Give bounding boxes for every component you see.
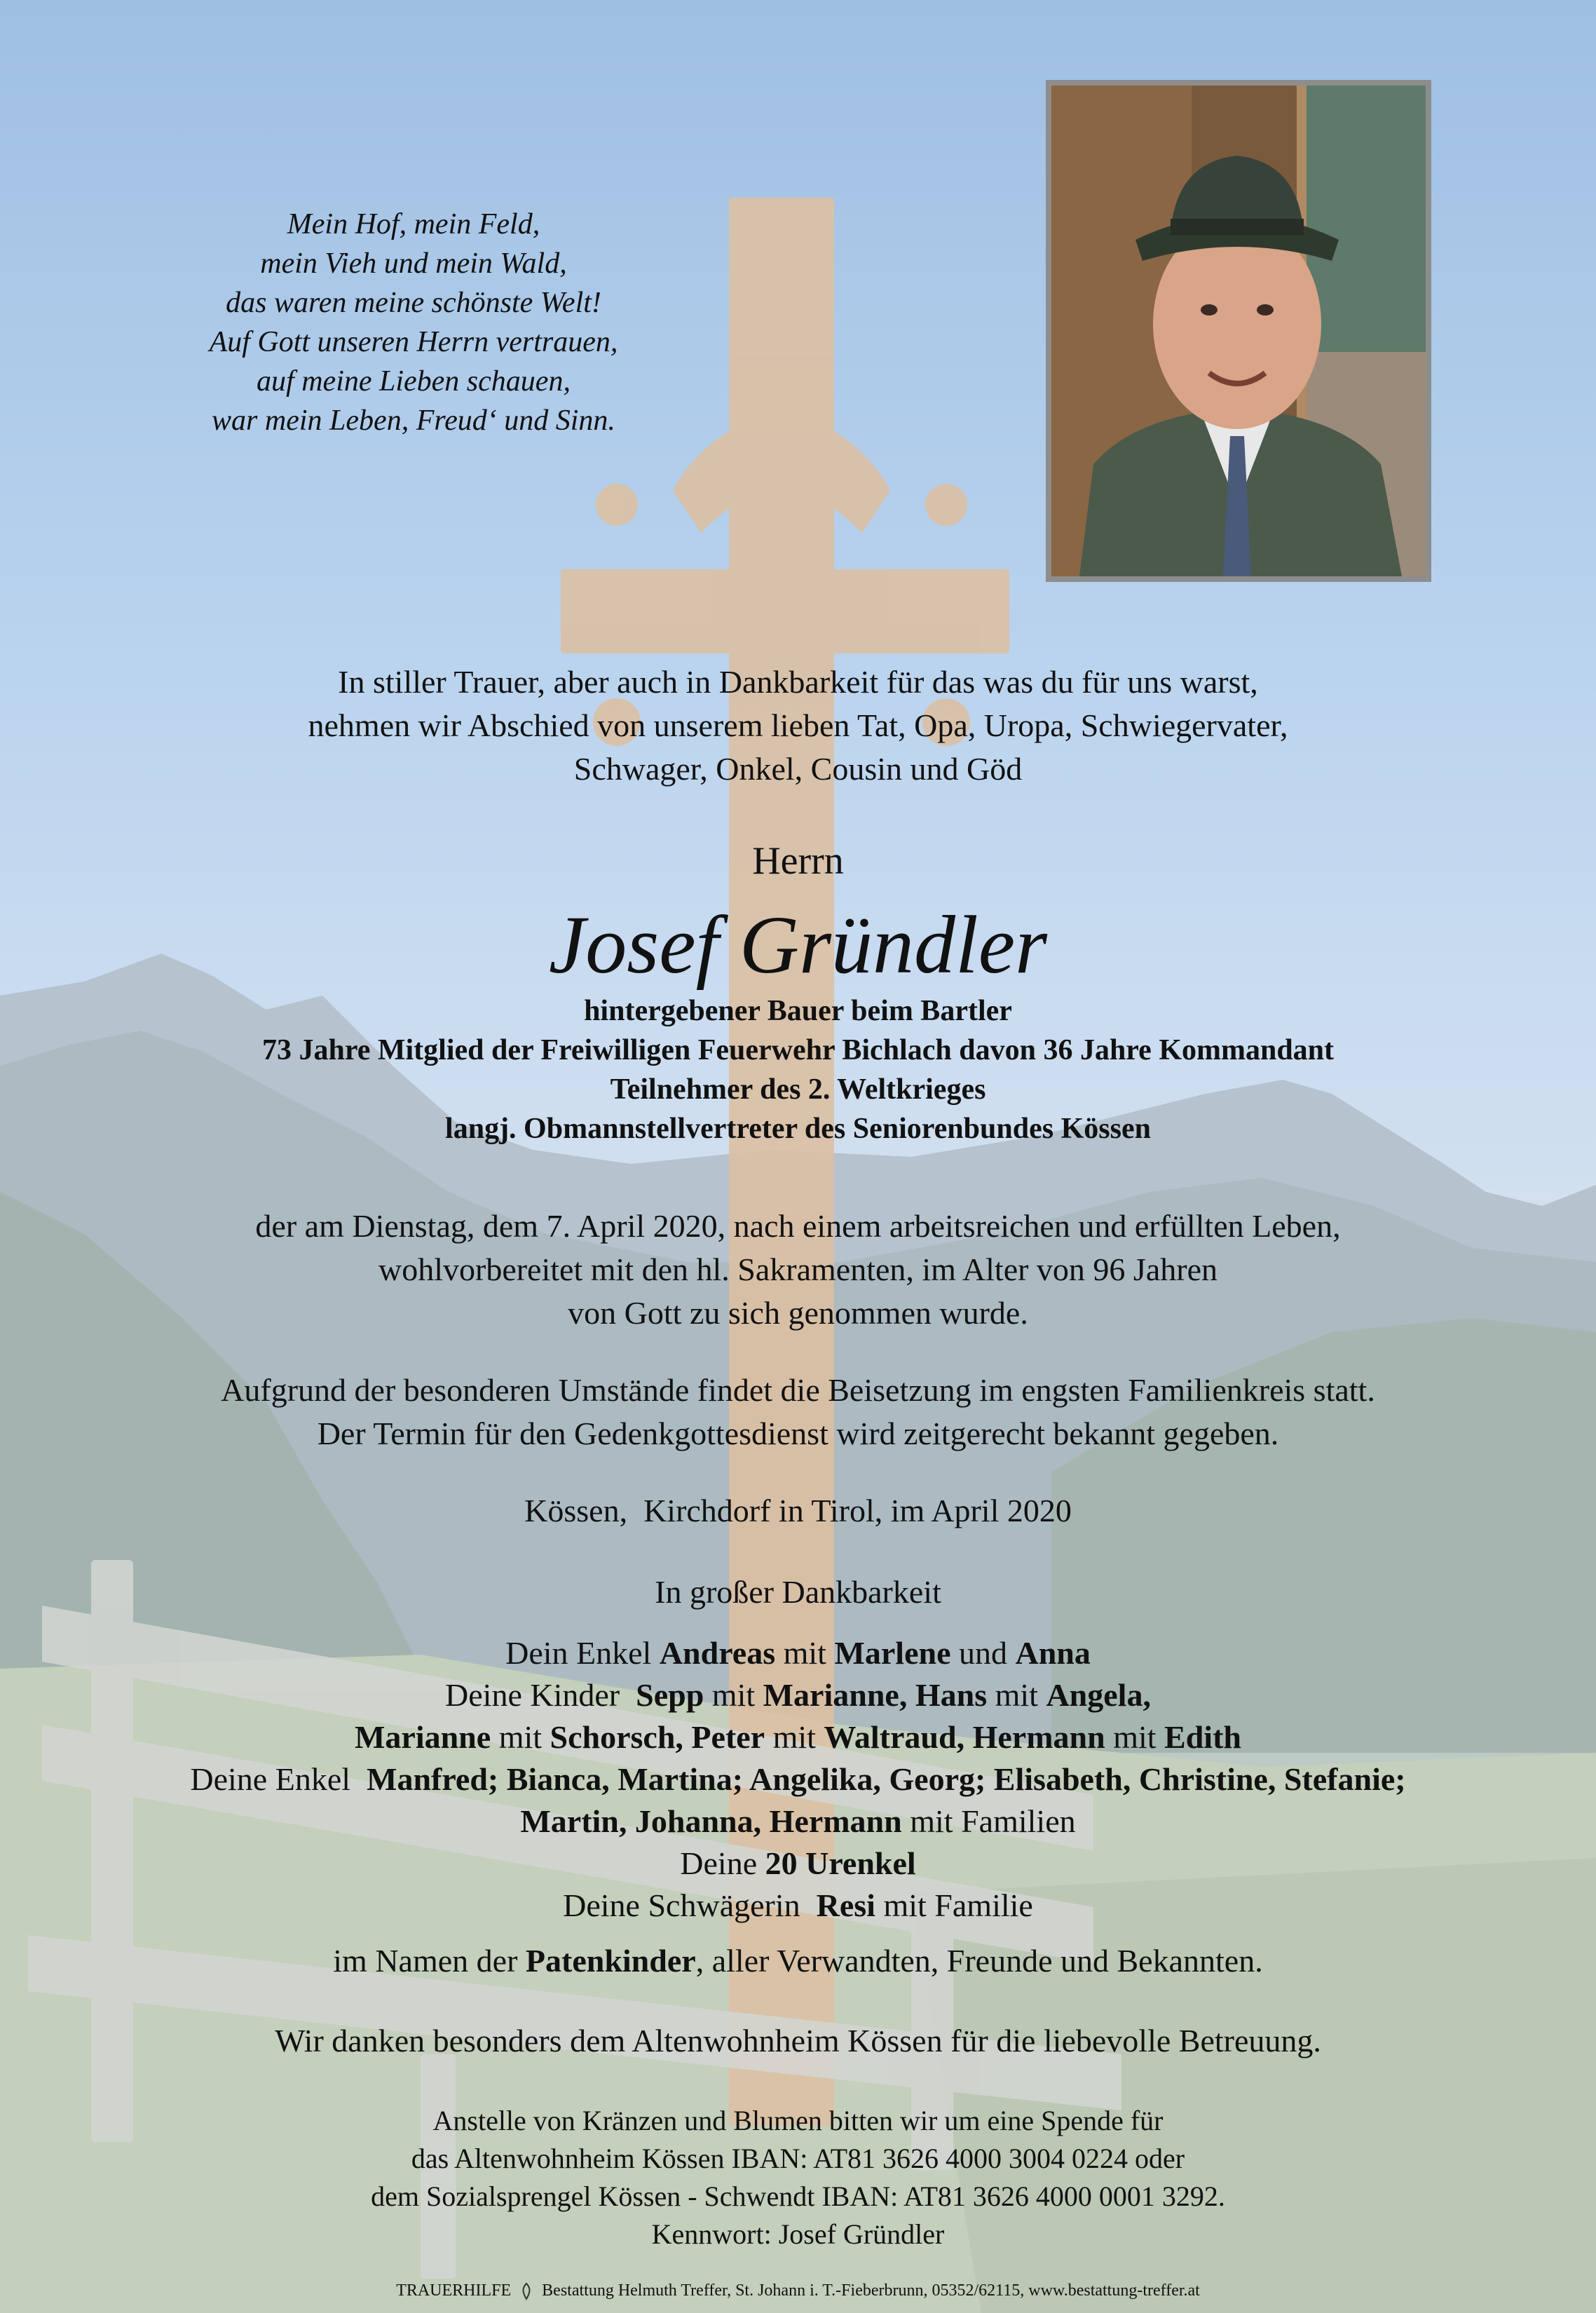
footer-brand: TRAUERHILFE: [396, 2281, 512, 2300]
funeral-home-logo-icon: [519, 2282, 533, 2300]
family-line: [0, 1674, 1596, 1716]
family-line: [0, 1632, 1596, 1674]
family-text: mit Familie: [875, 1887, 1033, 1923]
portrait-photo-frame: [1046, 80, 1431, 582]
donation-line: Anstelle von Kränzen und Blumen bitten wir um eine Spende für: [432, 2105, 1164, 2136]
family-text: Deine Enkel: [190, 1761, 367, 1797]
special-thanks: Wir danken besonders dem Altenwohnheim Kössen für die liebevolle Betreuung.: [275, 2023, 1321, 2058]
family-text: Deine: [680, 1845, 765, 1881]
family-text: mit Familien: [901, 1803, 1076, 1839]
on-behalf-name: Patenkinder: [525, 1943, 696, 1979]
on-behalf-text: , aller Verwandten, Freunde und Bekannten.: [695, 1943, 1263, 1979]
poem-line: war mein Leben, Freud‘ und Sinn.: [212, 405, 615, 437]
title-line: hintergebener Bauer beim Bartler: [584, 995, 1012, 1027]
poem-line: auf meine Lieben schauen,: [257, 365, 571, 398]
donation-line: das Altenwohnheim Kössen IBAN: AT81 3626 4000 3004 0224 oder: [411, 2143, 1185, 2174]
burial-line: Aufgrund der besonderen Umstände findet die Beisetzung im engsten Familienkreis statt.: [221, 1372, 1375, 1408]
family-name: Martin, Johanna, Hermann: [520, 1803, 902, 1839]
death-line: wohlvorbereitet mit den hl. Sakramenten, im Alter von 96 Jahren: [378, 1252, 1218, 1287]
family-name: Edith: [1164, 1719, 1241, 1755]
family-name: 20 Urenkel: [765, 1845, 916, 1881]
death-line: von Gott zu sich genommen wurde.: [568, 1295, 1028, 1331]
family-text: mit: [704, 1677, 763, 1713]
death-line: der am Dienstag, dem 7. April 2020, nach einem arbeitsreichen und erfüllten Leben,: [255, 1208, 1341, 1244]
family-line: [0, 1716, 1596, 1758]
family-list: [0, 1632, 1596, 1927]
poem-line: das waren meine schönste Welt!: [226, 287, 601, 319]
deceased-titles: [0, 991, 1596, 1148]
burial-line: Der Termin für den Gedenkgottesdienst wird zeitgerecht bekannt gegeben.: [317, 1416, 1279, 1451]
family-name: Sepp: [636, 1677, 704, 1713]
family-line: [0, 1885, 1596, 1927]
family-name: Marianne: [354, 1719, 491, 1755]
burial-notice: [0, 1369, 1596, 1456]
family-name: Resi: [816, 1887, 875, 1923]
footer-contact: Bestattung Helmuth Treffer, St. Johann i. T.-Fieberbrunn, 05352/62115, www.bestattung-treffer.at: [542, 2281, 1200, 2300]
family-name: Marianne, Hans: [763, 1677, 988, 1713]
family-name: Andreas: [659, 1635, 776, 1671]
death-announcement: [0, 1205, 1596, 1335]
memorial-poem: [112, 205, 715, 440]
thanks-heading: In großer Dankbarkeit: [655, 1574, 941, 1610]
salutation: Herrn: [752, 839, 844, 883]
funeral-home-footer: [0, 2280, 1596, 2301]
on-behalf-text: im Namen der: [333, 1943, 526, 1979]
donation-request: [0, 2102, 1596, 2253]
family-line: [0, 1758, 1596, 1800]
mourning-introduction: [0, 660, 1596, 791]
family-name: Waltraud, Hermann: [824, 1719, 1105, 1755]
intro-line: In stiller Trauer, aber auch in Dankbarkeit für das was du für uns warst,: [338, 664, 1258, 700]
poem-line: mein Vieh und mein Wald,: [260, 247, 567, 280]
donation-line: dem Sozialsprengel Kössen - Schwendt IBAN: AT81 3626 4000 0001 3292.: [371, 2180, 1225, 2212]
title-line: langj. Obmannstellvertreter des Seniorenbundes Kössen: [445, 1113, 1151, 1145]
intro-line: Schwager, Onkel, Cousin und Göd: [573, 751, 1023, 787]
family-name: Angela,: [1046, 1677, 1151, 1713]
donation-line: Kennwort: Josef Gründler: [651, 2218, 945, 2250]
title-line: Teilnehmer des 2. Weltkrieges: [610, 1073, 986, 1106]
family-name: Schorsch, Peter: [550, 1719, 765, 1755]
family-text: Deine Kinder: [445, 1677, 636, 1713]
family-name: Anna: [1015, 1635, 1091, 1671]
family-text: mit: [491, 1719, 550, 1755]
family-line: [0, 1800, 1596, 1843]
family-text: mit: [775, 1635, 835, 1671]
deceased-name: Josef Gründler: [548, 899, 1048, 991]
family-line: [0, 1843, 1596, 1885]
place-and-date: Kössen, Kirchdorf in Tirol, im April 2020: [524, 1493, 1072, 1528]
family-name: Manfred; Bianca, Martina; Angelika, Georg; Elisabeth, Christine, Stefanie;: [367, 1761, 1406, 1797]
portrait-photo: [1051, 86, 1426, 576]
family-text: mit: [987, 1677, 1046, 1713]
intro-line: nehmen wir Abschied von unserem lieben Tat, Opa, Uropa, Schwiegervater,: [308, 707, 1288, 743]
family-text: und: [950, 1635, 1016, 1671]
family-text: mit: [765, 1719, 824, 1755]
poem-line: Auf Gott unseren Herrn vertrauen,: [209, 326, 618, 358]
title-line: 73 Jahre Mitglied der Freiwilligen Feuerwehr Bichlach davon 36 Jahre Kommandant: [261, 1034, 1335, 1066]
poem-line: Mein Hof, mein Feld,: [287, 208, 540, 240]
family-text: Dein Enkel: [505, 1635, 660, 1671]
on-behalf-of: [0, 1939, 1596, 1983]
family-text: mit: [1105, 1719, 1165, 1755]
family-name: Marlene: [834, 1635, 951, 1671]
family-text: Deine Schwägerin: [563, 1887, 817, 1923]
